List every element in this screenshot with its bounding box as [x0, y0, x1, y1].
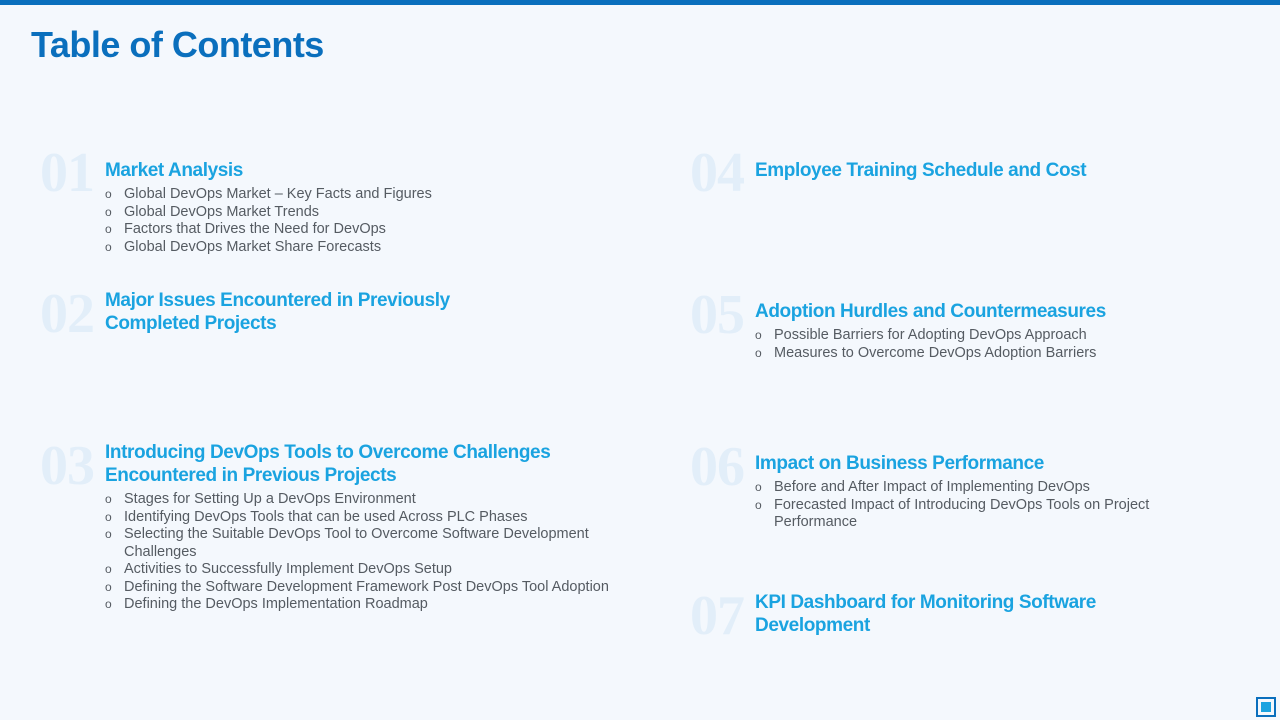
circle-bullet-icon: o	[105, 239, 112, 254]
section-number: 07	[690, 585, 744, 647]
top-accent-bar	[0, 0, 1280, 5]
circle-bullet-icon: o	[105, 597, 112, 611]
circle-bullet-icon: o	[755, 480, 762, 494]
section-heading: Adoption Hurdles and Countermeasures	[755, 301, 1106, 322]
section-heading: Market Analysis	[105, 160, 243, 181]
section-item-text: Global DevOps Market Trends	[124, 203, 320, 220]
circle-bullet-icon: o	[755, 328, 762, 342]
section-item-text: Stages for Setting Up a DevOps Environment	[124, 491, 416, 507]
section-body	[105, 441, 625, 614]
circle-bullet-icon: o	[105, 222, 112, 236]
section-item-text: Before and After Impact of Implementing DevOps	[774, 479, 1090, 495]
section-item	[105, 491, 625, 509]
circle-bullet-icon: o	[105, 527, 112, 541]
section-item	[105, 239, 575, 257]
section-body	[755, 591, 1135, 641]
section-item	[755, 327, 1235, 345]
circle-bullet-icon: o	[105, 492, 112, 506]
circle-bullet-icon: o	[105, 187, 112, 201]
section-item-text: Measures to Overcome DevOps Adoption Barriers	[774, 344, 1097, 361]
section-item	[105, 526, 625, 561]
section-item-text: Defining the Software Development Framework Post DevOps Tool Adoption	[124, 578, 609, 595]
section-item-text: Defining the DevOps Implementation Roadmap	[124, 596, 428, 612]
section-item	[105, 509, 625, 527]
section-heading: Major Issues Encountered in Previously Completed Projects	[105, 290, 450, 334]
circle-bullet-icon: o	[105, 562, 112, 576]
section-body	[105, 159, 575, 256]
section-items	[105, 186, 575, 256]
circle-bullet-icon: o	[755, 345, 762, 360]
circle-bullet-icon: o	[105, 509, 112, 524]
corner-logo-fill	[1261, 702, 1271, 712]
section-item	[105, 204, 575, 222]
section-number: 05	[690, 284, 744, 346]
section-item	[755, 497, 1175, 532]
section-item-text: Identifying DevOps Tools that can be used Across PLC Phases	[124, 508, 528, 525]
section-items	[755, 327, 1235, 362]
section-items	[755, 479, 1175, 532]
circle-bullet-icon: o	[105, 579, 112, 594]
section-number: 06	[690, 436, 744, 498]
section-item-text: Global DevOps Market Share Forecasts	[124, 238, 382, 255]
section-number: 01	[40, 142, 94, 204]
section-item-text: Possible Barriers for Adopting DevOps Approach	[774, 327, 1087, 343]
section-heading: Impact on Business Performance	[755, 453, 1044, 474]
circle-bullet-icon: o	[755, 497, 762, 512]
section-body	[755, 300, 1235, 362]
section-item-text: Global DevOps Market – Key Facts and Figures	[124, 186, 432, 202]
circle-bullet-icon: o	[105, 204, 112, 219]
section-heading: Introducing DevOps Tools to Overcome Challenges Encountered in Previous Projects	[105, 442, 551, 486]
section-body	[755, 452, 1175, 532]
section-number: 04	[690, 142, 744, 204]
section-item-text: Selecting the Suitable DevOps Tool to Overcome Software Development Challenges	[124, 526, 589, 560]
section-item	[105, 561, 625, 579]
section-item-text: Activities to Successfully Implement DevOps Setup	[124, 561, 452, 577]
section-item	[755, 345, 1235, 363]
section-item	[105, 221, 575, 239]
section-heading: Employee Training Schedule and Cost	[755, 160, 1087, 181]
section-body	[755, 159, 1235, 186]
section-item-text: Forecasted Impact of Introducing DevOps Tools on Project Performance	[774, 496, 1150, 530]
section-item	[105, 596, 625, 614]
section-item-text: Factors that Drives the Need for DevOps	[124, 221, 386, 237]
section-heading: KPI Dashboard for Monitoring Software Development	[755, 592, 1096, 636]
page-title: Table of Contents	[31, 24, 324, 65]
corner-logo-mark	[1256, 697, 1276, 717]
section-item	[755, 479, 1175, 497]
section-item	[105, 186, 575, 204]
section-items	[105, 491, 625, 614]
section-number: 03	[40, 435, 94, 497]
section-item	[105, 579, 625, 597]
section-number: 02	[40, 283, 94, 345]
section-body	[105, 289, 485, 339]
